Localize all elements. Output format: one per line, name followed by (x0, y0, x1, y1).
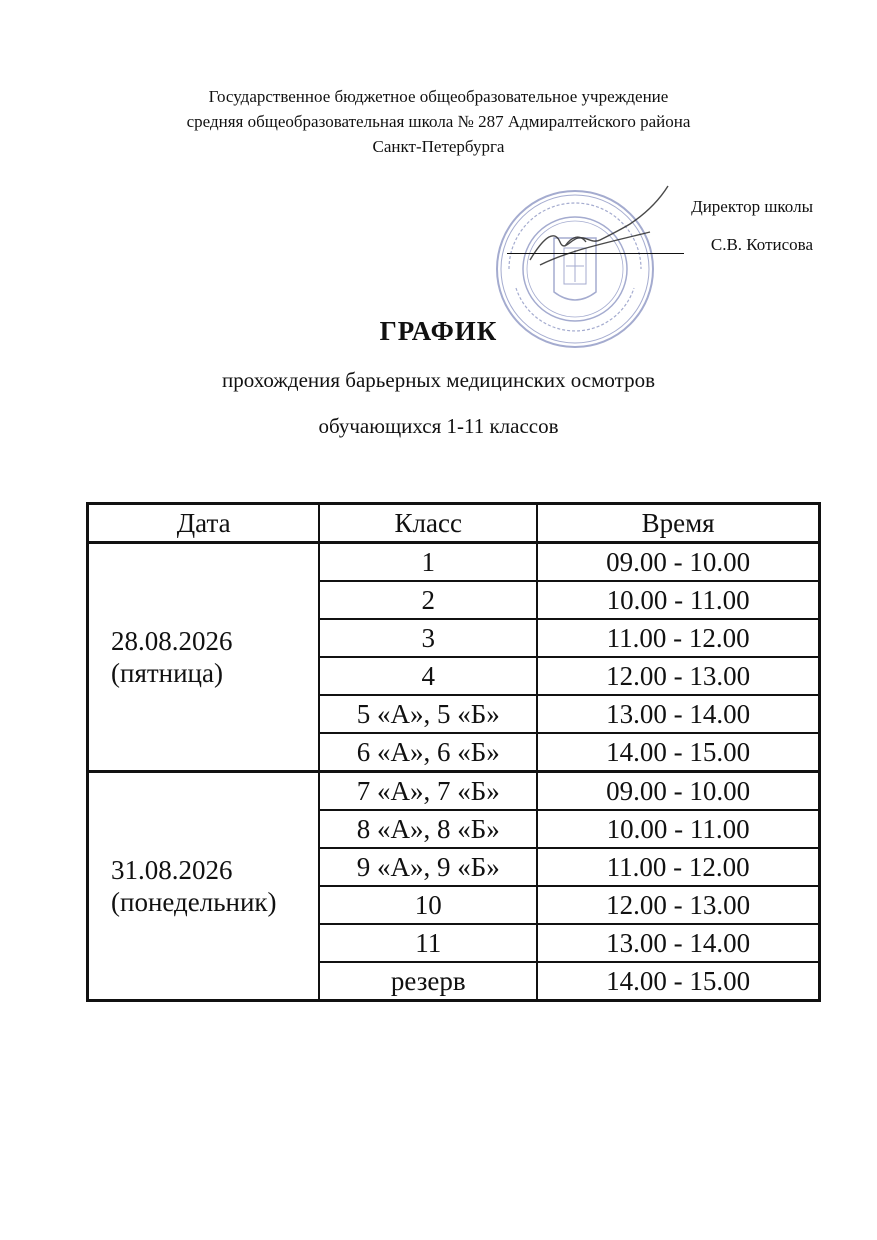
class-cell: 7 «А», 7 «Б» (319, 772, 537, 811)
class-cell: резерв (319, 962, 537, 1001)
time-cell: 11.00 - 12.00 (537, 848, 819, 886)
time-cell: 12.00 - 13.00 (537, 657, 819, 695)
date-cell-friday (88, 543, 320, 772)
time-cell: 09.00 - 10.00 (537, 543, 819, 582)
table-row (88, 543, 820, 582)
time-cell: 10.00 - 11.00 (537, 810, 819, 848)
time-cell: 14.00 - 15.00 (537, 962, 819, 1001)
class-cell: 9 «А», 9 «Б» (319, 848, 537, 886)
time-cell: 11.00 - 12.00 (537, 619, 819, 657)
org-line-3: Санкт-Петербурга (372, 137, 505, 156)
signature-line (507, 253, 684, 254)
time-cell: 14.00 - 15.00 (537, 733, 819, 772)
class-cell: 4 (319, 657, 537, 695)
header-time: Время (537, 504, 819, 543)
table-header-row (88, 504, 820, 543)
weekday-value: (пятница) (111, 658, 223, 688)
organization-header (0, 84, 877, 159)
class-cell: 11 (319, 924, 537, 962)
org-line-2: средняя общеобразовательная школа № 287 Адмиралтейского района (186, 112, 691, 131)
document-subtitle-line-2: обучающихся 1-11 классов (318, 414, 559, 438)
time-cell: 10.00 - 11.00 (537, 581, 819, 619)
class-cell: 10 (319, 886, 537, 924)
class-cell: 1 (319, 543, 537, 582)
schedule-table (86, 502, 821, 1002)
director-position: Директор школы (691, 197, 813, 216)
time-cell: 13.00 - 14.00 (537, 924, 819, 962)
time-cell: 09.00 - 10.00 (537, 772, 819, 811)
signature-icon (500, 180, 690, 280)
class-cell: 2 (319, 581, 537, 619)
date-value: 28.08.2026 (111, 626, 233, 656)
date-value: 31.08.2026 (111, 855, 233, 885)
date-cell-monday (88, 772, 320, 1001)
document-subtitle-line-1: прохождения барьерных медицинских осмотров (222, 368, 655, 392)
table-row (88, 772, 820, 811)
header-class: Класс (319, 504, 537, 543)
class-cell: 5 «А», 5 «Б» (319, 695, 537, 733)
class-cell: 8 «А», 8 «Б» (319, 810, 537, 848)
document-title: ГРАФИК (379, 316, 498, 346)
class-cell: 6 «А», 6 «Б» (319, 733, 537, 772)
time-cell: 13.00 - 14.00 (537, 695, 819, 733)
org-line-1: Государственное бюджетное общеобразовательное учреждение (208, 87, 669, 106)
weekday-value: (понедельник) (111, 887, 277, 917)
time-cell: 12.00 - 13.00 (537, 886, 819, 924)
header-date: Дата (88, 504, 320, 543)
class-cell: 3 (319, 619, 537, 657)
director-name: С.В. Котисова (710, 235, 813, 254)
